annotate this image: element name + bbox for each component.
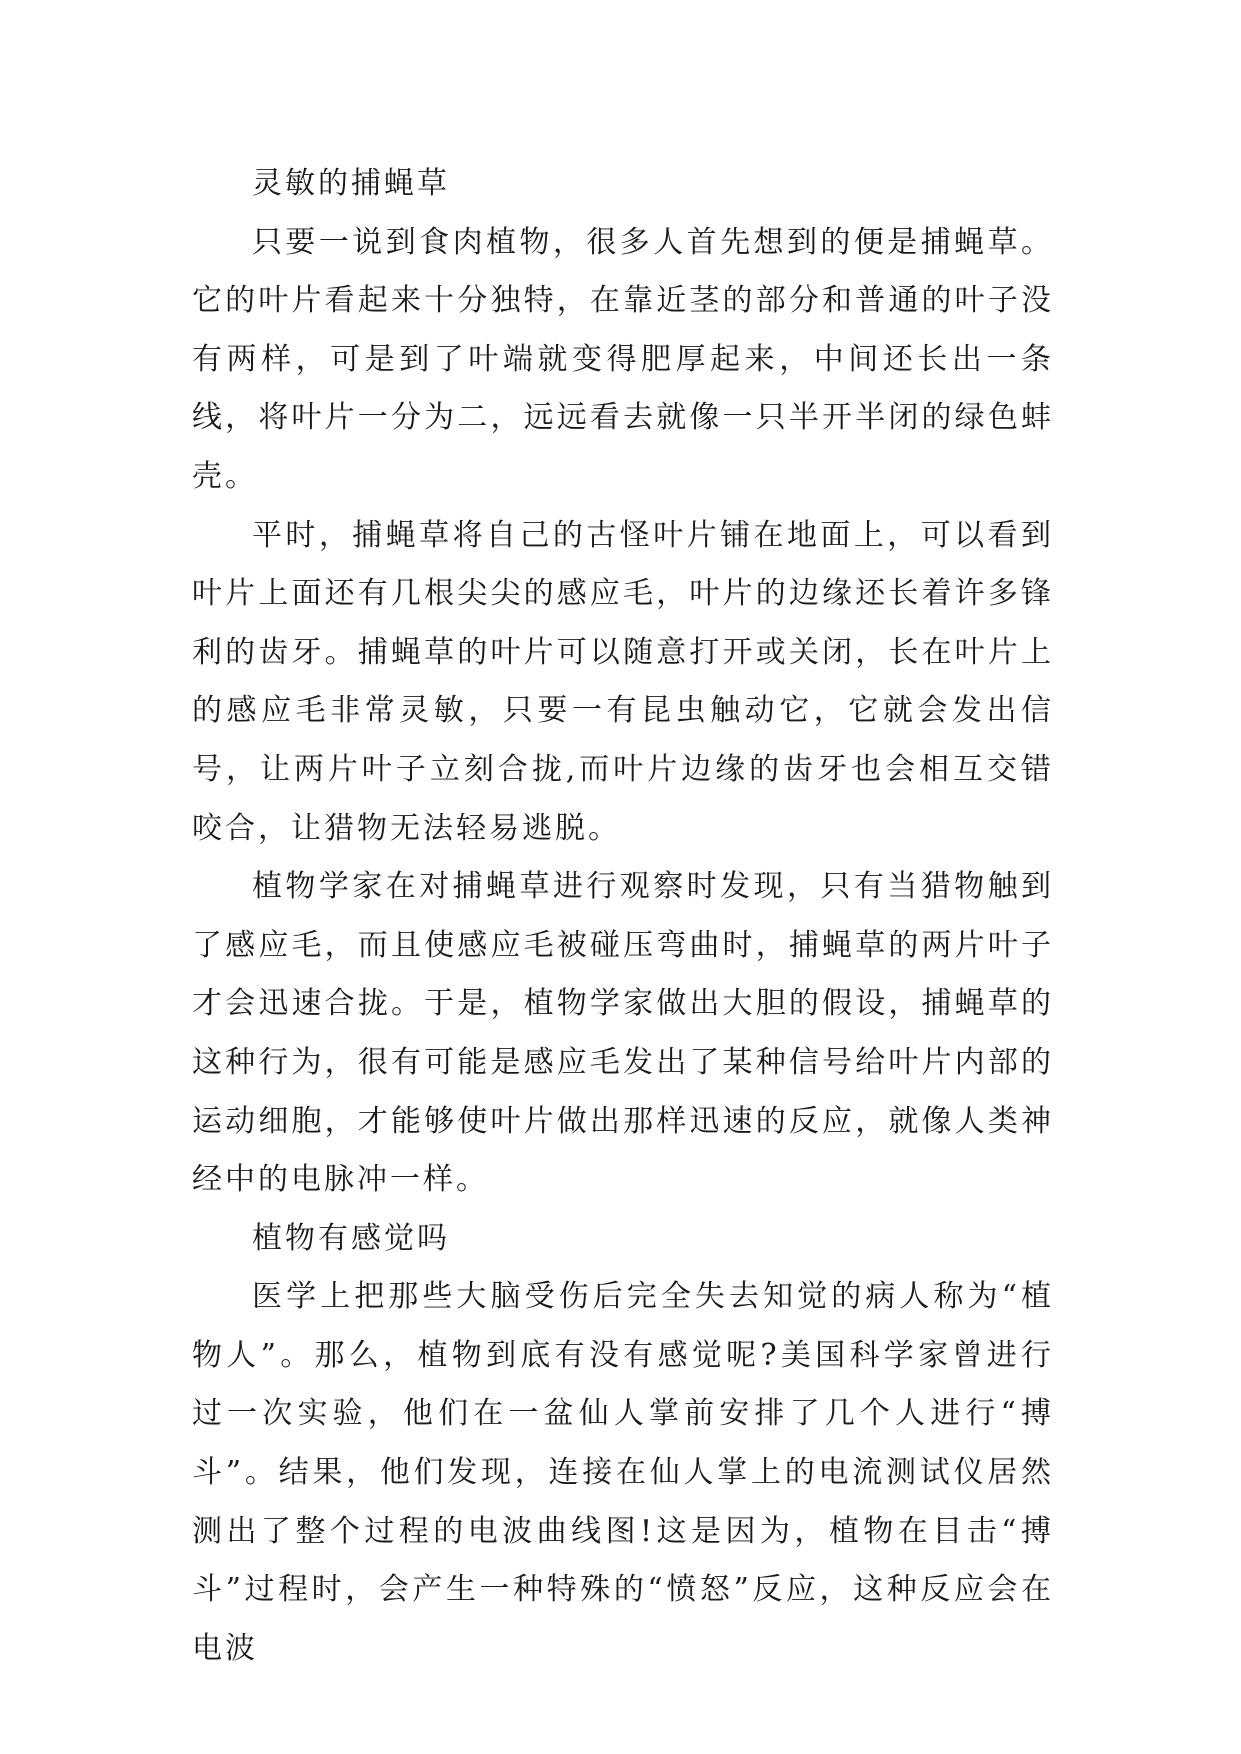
section-heading-venus-flytrap: 灵敏的捕蝇草 bbox=[252, 166, 450, 201]
paragraph-leaf-hairs: 平时，捕蝇草将自己的古怪叶片铺在地面上，可以看到叶片上面还有几根尖尖的感应毛，叶片的边缘还长着许多锋利的齿牙。捕蝇草的叶片可以随意打开或关闭，长在叶片上的感应毛非常灵敏，只要一有昆虫触动它，它就会发出信号，让两片叶子立刻合拢,而叶片边缘的齿牙也会相互交错咬合，让猎物无法轻易逃脱。 bbox=[192, 517, 1054, 846]
document-page bbox=[192, 155, 1054, 1678]
section-heading-plant-feelings: 植物有感觉吗 bbox=[252, 1220, 450, 1256]
paragraph-botanist-observation: 植物学家在对捕蝇草进行观察时发现，只有当猎物触到了感应毛，而且使感应毛被碰压弯曲时，捕蝇草的两片叶子才会迅速合拢。于是，植物学家做出大胆的假设，捕蝇草的这种行为，很有可能是感应毛发出了某种信号给叶片内部的运动细胞，才能够使叶片做出那样迅速的反应，就像人类神经中的电脉冲一样。 bbox=[192, 869, 1054, 1198]
paragraph-cactus-experiment: 医学上把那些大脑受伤后完全失去知觉的病人称为“植物人”。那么，植物到底有没有感觉呢?美国科学家曾进行过一次实验，他们在一盆仙人掌前安排了几个人进行“搏斗”。结果，他们发现，连接在仙人掌上的电流测试仪居然测出了整个过程的电波曲线图!这是因为，植物在目击“搏斗”过程时，会产生一种特殊的“愤怒”反应，这种反应会在电波 bbox=[192, 1279, 1054, 1666]
paragraph-intro: 只要一说到食肉植物，很多人首先想到的便是捕蝇草。它的叶片看起来十分独特，在靠近茎的部分和普通的叶子没有两样，可是到了叶端就变得肥厚起来，中间还长出一条线，将叶片一分为二，远远看去就像一只半开半闭的绿色蚌壳。 bbox=[192, 224, 1054, 494]
